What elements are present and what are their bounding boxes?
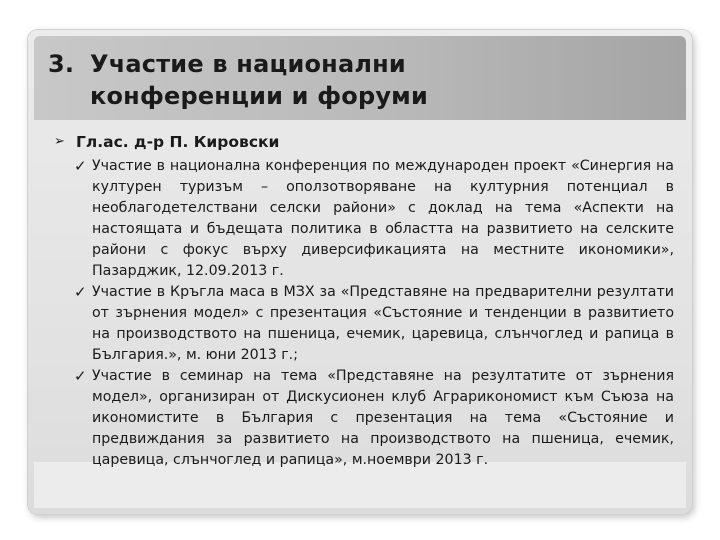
checkmark-icon: ✓ (74, 283, 87, 301)
speaker-name: Гл.ас. д-р П. Кировски (76, 133, 280, 151)
list-item (74, 366, 674, 471)
list-item-text: Участие в Кръгла маса в МЗХ за «Представяне на предварителни резултати от зърнения модел» с презентация «Състояние и тенденции в развитието на производството на пшеница, ечемик, царевица, слънчоглед и рапица в България.», м. юни 2013 г.; (92, 284, 674, 363)
list-item-text: Участие в национална конференция по международен проект «Синергия на културен туризъм – оползотворяване на културния потенциал в необлагодетелствани селски райони» с доклад на тема «Аспекти на настоящата и бъдещата политика в областта на развитието на селските райони с фокус върху диверсификацията на местните икономики», Пазарджик, 12.09.2013 г. (92, 158, 674, 279)
title-line-1: Участие в национални (90, 50, 406, 78)
list-item (74, 156, 674, 282)
title-line-2: конференции и форуми (90, 82, 428, 110)
title-number: 3. (48, 50, 75, 78)
list-item (74, 282, 674, 366)
arrow-bullet-icon: ➢ (54, 134, 65, 149)
list-item-text: Участие в семинар на тема «Представяне на резултатите от зърнения модел», организиран от Дискусионен клуб Аграрикономист към Съюза на икономистите в България с презентация на тема «Състояние и предвиждания за развитието на производството на пшеница, ечемик, царевица, слънчоглед и рапица», м.ноември 2013 г. (92, 368, 674, 468)
checkmark-icon: ✓ (74, 157, 87, 175)
checkmark-icon: ✓ (74, 367, 87, 385)
participation-list (74, 156, 674, 471)
